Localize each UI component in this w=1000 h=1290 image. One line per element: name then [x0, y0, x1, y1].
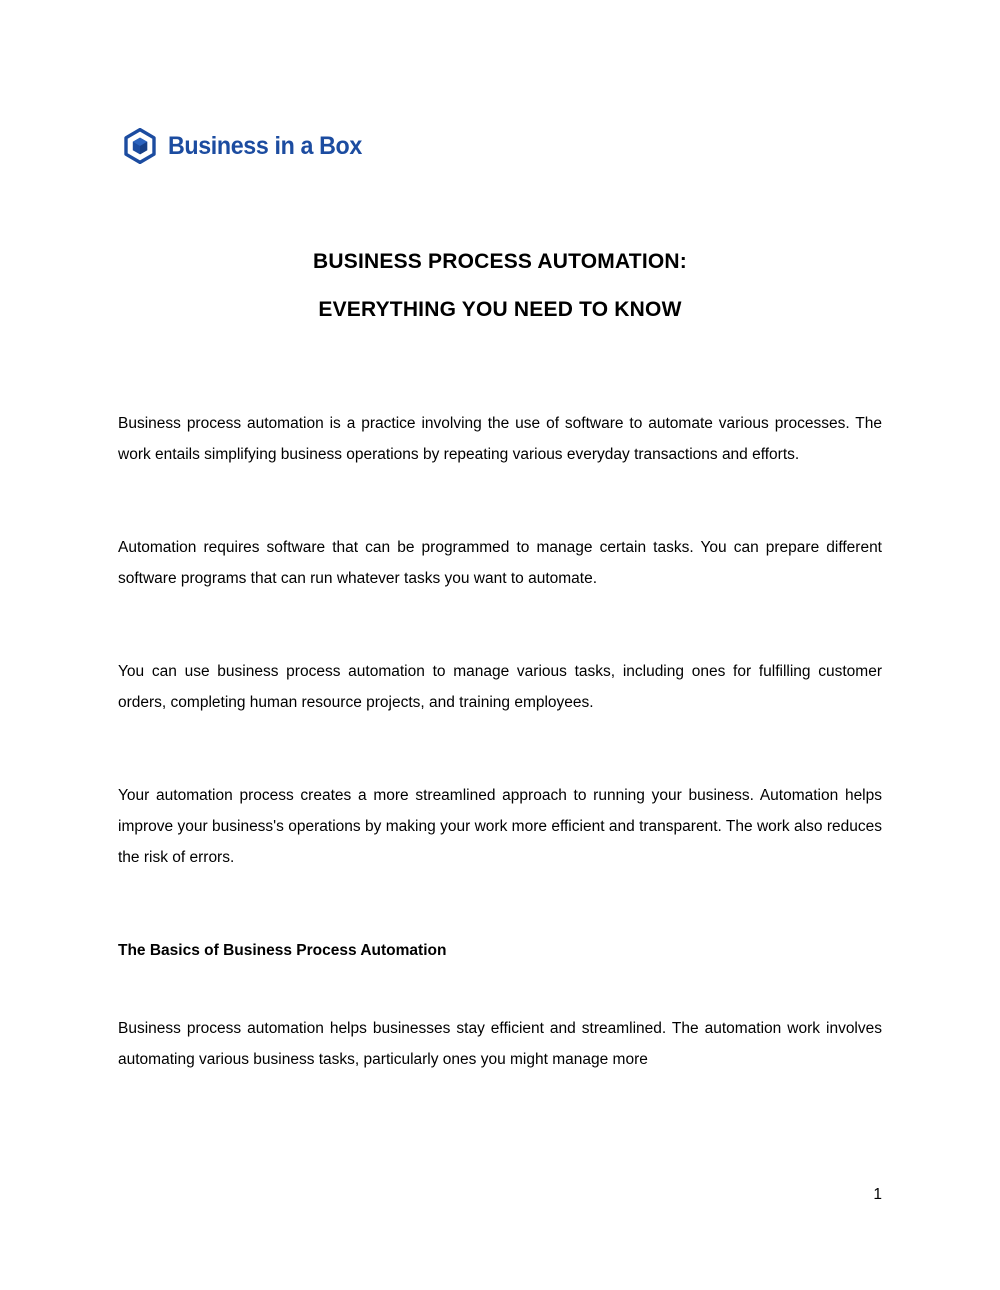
- body-paragraph-4: Your automation process creates a more streamlined approach to running your business. Automation helps improve your business's operations by making your work more efficient and transparent. The work also reduces the risk of errors.: [118, 787, 882, 866]
- page-title: [118, 238, 882, 334]
- brand-wordmark: Business in a Box: [168, 131, 362, 160]
- body-paragraph-3: You can use business process automation to manage various tasks, including ones for fulfilling customer orders, completing human resource projects, and training employees.: [118, 663, 882, 711]
- body-paragraph-5: Business process automation helps businesses stay efficient and streamlined. The automation work involves automating various business tasks, particularly ones you might manage more: [118, 1020, 882, 1068]
- document-body: [118, 408, 882, 1075]
- page-number: 1: [873, 1186, 882, 1203]
- body-paragraph-2: Automation requires software that can be programmed to manage certain tasks. You can prepare different software programs that can run whatever tasks you want to automate.: [118, 539, 882, 587]
- section-heading-the-basics: The Basics of Business Process Automation: [118, 942, 447, 959]
- page-title-line-2: EVERYTHING YOU NEED TO KNOW: [318, 298, 682, 321]
- body-paragraph-1: Business process automation is a practice involving the use of software to automate various processes. The work entails simplifying business operations by repeating various everyday transactions and efforts.: [118, 415, 882, 463]
- brand-logo: [122, 124, 377, 168]
- page-title-line-1: BUSINESS PROCESS AUTOMATION:: [313, 250, 687, 273]
- hexagon-cube-icon: [122, 128, 158, 164]
